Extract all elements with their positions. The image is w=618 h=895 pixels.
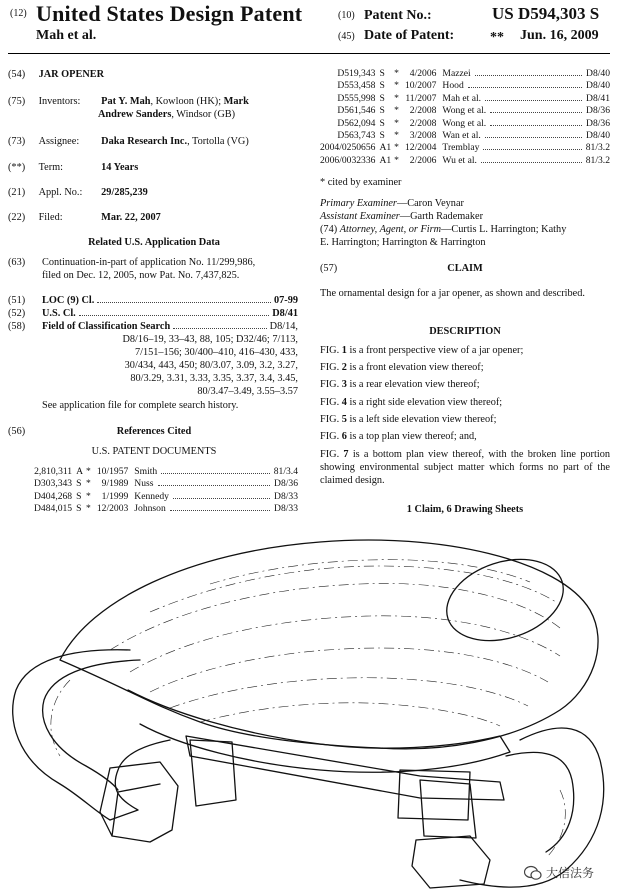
assistant-examiner: —Garth Rademaker: [399, 211, 483, 222]
attorney-line-1: —Curtis L. Harrington; Kathy: [441, 224, 567, 235]
inner-post: [190, 740, 236, 806]
left-ref-row: [34, 466, 298, 478]
primary-examiner: —Caron Veynar: [396, 198, 464, 209]
fig-number: 4: [341, 396, 347, 408]
claim-text: The ornamental design for a jar opener, as shown and described.: [320, 288, 585, 299]
contour-1: [110, 583, 560, 650]
left-strap-inner: [43, 660, 140, 790]
claim-heading: CLAIM: [447, 263, 483, 274]
term-label: Term:: [38, 162, 64, 173]
claims-sheets: 1 Claim, 6 Drawing Sheets: [406, 504, 524, 515]
left-ref-row: [34, 478, 298, 490]
fig-text: is a left side elevation view thereof;: [346, 413, 497, 425]
watermark-text: 大信法务: [545, 866, 594, 880]
inventors-label: Inventors:: [38, 96, 81, 107]
patent-number: US D594,303 S: [492, 4, 600, 23]
cont-code: (63): [8, 257, 26, 268]
ref-class: D8/40: [586, 130, 610, 142]
left-strap: [13, 650, 170, 820]
ref-kind: A1: [379, 142, 392, 154]
ref-name: Kennedy: [134, 491, 273, 503]
contour-3: [150, 648, 548, 692]
cont-line-1: Continuation-in-part of application No. 11/299,986,: [42, 257, 256, 268]
left-ref-row: [34, 491, 298, 503]
ref-number: 2006/0032336: [320, 154, 376, 166]
ref-star: *: [86, 478, 91, 490]
contour-5: [200, 703, 500, 726]
claim-code: (57): [320, 263, 338, 274]
ref-name: Smith: [134, 466, 273, 478]
ref-class: D8/36: [586, 105, 610, 117]
ref-kind: S: [379, 92, 385, 104]
ref-class: D8/33: [274, 490, 298, 502]
fig-prefix: FIG.: [320, 431, 342, 443]
date-label: Date of Patent:: [364, 28, 455, 43]
field-line-3: 30/434, 443, 450; 80/3.07, 3.09, 3.2, 3.27,: [124, 360, 298, 371]
right-ref-row: [320, 80, 610, 92]
right-ref-row: [320, 105, 610, 117]
filed-code: (22): [8, 212, 26, 223]
dome-skirt: [128, 690, 510, 772]
ref-date: 12/2003: [96, 503, 129, 515]
patent-no-label: Patent No.:: [364, 8, 432, 23]
left-foot-edge: [112, 784, 160, 836]
ref-name: Wu et al.: [442, 155, 585, 167]
appl-code: (21): [8, 187, 26, 198]
ref-number: D484,015: [34, 503, 73, 515]
loc-code: (51): [8, 295, 26, 306]
code-10: (10): [338, 10, 355, 21]
left-foot: [100, 762, 178, 842]
title-code: (54): [8, 69, 26, 80]
assignee-name: Daka Research Inc.: [101, 136, 188, 147]
ref-number: D555,998: [337, 92, 376, 104]
ref-date: 4/2006: [409, 68, 437, 79]
inventor-2-location: , Windsor (GB): [171, 109, 236, 120]
ref-name: Wong et al.: [442, 118, 585, 130]
ref-name: Mah et al.: [442, 93, 585, 105]
right-post: [420, 780, 476, 838]
document-title: United States Design Patent: [36, 1, 303, 26]
right-refs-table: [320, 68, 610, 167]
fig-number: 5: [341, 413, 347, 425]
left-refs-table: [34, 466, 298, 516]
ref-star: *: [394, 142, 399, 154]
fig-prefix: FIG.: [320, 379, 342, 391]
ref-name: Hood: [442, 80, 585, 92]
related-heading: Related U.S. Application Data: [88, 237, 220, 248]
code-45: (45): [338, 31, 355, 42]
ref-number: 2004/0250656: [320, 142, 376, 154]
ref-kind: S: [379, 105, 385, 117]
fig-description: [320, 413, 610, 426]
right-ref-row: [320, 142, 610, 154]
ref-class: D8/40: [586, 68, 610, 79]
fig-number: 2: [341, 362, 347, 374]
ref-name: Mazzei: [442, 68, 585, 80]
contour-6: [150, 566, 556, 612]
ref-number: D561,546: [337, 105, 376, 117]
ref-star: *: [394, 130, 399, 142]
fig-description: [320, 378, 610, 391]
ref-star: *: [394, 92, 399, 104]
dome-outline: [60, 540, 598, 749]
assistant-examiner-label: Assistant Examiner: [320, 211, 400, 222]
ref-date: 1/1999: [101, 490, 129, 502]
ref-number: D303,343: [34, 478, 73, 490]
contour-7: [210, 560, 530, 584]
ref-date: 2/2008: [409, 117, 437, 129]
assignee-label: Assignee:: [38, 136, 80, 147]
filed-date: Mar. 22, 2007: [101, 212, 161, 223]
fig-text: is a top plan view thereof; and,: [346, 431, 477, 443]
ref-kind: S: [379, 68, 385, 79]
fig-description: [320, 361, 610, 374]
attorney-label: Attorney, Agent, or Firm: [339, 224, 442, 235]
ref-star: *: [86, 466, 91, 477]
fig-description: [320, 430, 610, 443]
ref-class: D8/36: [274, 478, 298, 490]
fig-text: is a rear elevation view thereof;: [346, 379, 480, 391]
refs-heading: References Cited: [116, 426, 192, 437]
ref-number: D562,094: [337, 117, 376, 129]
patent-date: Jun. 16, 2009: [520, 28, 599, 43]
ref-number: 2,810,311: [34, 466, 73, 477]
ref-date: 2/2006: [409, 154, 437, 166]
inventor-2-first-name: Mark: [223, 96, 249, 107]
inventors-short: Mah et al.: [36, 28, 97, 43]
ref-name: Wan et al.: [442, 130, 585, 142]
ref-name: Wong et al.: [442, 105, 585, 117]
inventor-1-name: Pat Y. Mah: [101, 96, 151, 107]
ref-number: D563,743: [337, 130, 376, 142]
term-code: (**): [8, 162, 26, 173]
ref-number: D553,458: [337, 80, 376, 92]
date-marker: **: [490, 30, 504, 45]
assignee-location: , Tortolla (VG): [187, 136, 249, 147]
field-code: (58): [8, 321, 26, 332]
fig-prefix: FIG.: [320, 362, 342, 374]
ref-class: D8/40: [586, 80, 610, 92]
fig-prefix: FIG.: [320, 396, 342, 408]
assignee-code: (73): [8, 136, 26, 147]
filed-label: Filed:: [38, 212, 63, 223]
left-ref-row: [34, 503, 298, 515]
inventor-1-location: , Kowloon (HK);: [150, 96, 224, 107]
fig-description: [320, 344, 610, 357]
ref-kind: S: [76, 490, 82, 502]
description-heading: DESCRIPTION: [429, 326, 501, 337]
ref-date: 9/1989: [101, 478, 129, 490]
ref-star: *: [394, 105, 399, 117]
right-ref-row: [320, 93, 610, 105]
ref-date: 11/2007: [405, 92, 437, 104]
refs-code: (56): [8, 426, 26, 437]
fig-text: is a front perspective view of a jar opener;: [346, 345, 524, 356]
ref-date: 12/2004: [404, 142, 437, 154]
field-line-1: D8/16–19, 33–43, 88, 105; D32/46; 7/113,: [122, 334, 298, 345]
primary-examiner-label: Primary Examiner: [320, 198, 397, 209]
ref-star: *: [394, 117, 399, 129]
ref-date: 10/2007: [404, 80, 437, 92]
loc-value: 07-99: [273, 295, 298, 306]
contour-8: [51, 680, 70, 756]
ref-kind: A1: [379, 154, 392, 166]
fig-text: is a front elevation view thereof;: [346, 362, 484, 374]
inventor-2-last-name: Andrew Sanders: [98, 109, 172, 120]
cited-by-examiner: * cited by examiner: [320, 177, 402, 188]
ref-date: 10/1957: [96, 466, 129, 477]
ref-kind: S: [379, 130, 385, 142]
ref-star: *: [394, 154, 399, 166]
ref-kind: S: [76, 478, 82, 490]
right-ref-row: [320, 68, 610, 80]
ref-star: *: [86, 503, 91, 515]
invention-title: JAR OPENER: [38, 69, 105, 80]
loc-label: LOC (9) Cl.: [42, 295, 95, 306]
appl-label: Appl. No.:: [38, 187, 83, 198]
ref-kind: A: [76, 466, 84, 477]
code-12: (12): [10, 8, 27, 19]
fig-7-text: is a bottom plan view thereof, with the broken line portion showing environmental subject matter which forms no part of the claimed design.: [320, 449, 610, 487]
attorney-line-2: E. Harrington; Harrington & Harrington: [320, 237, 486, 248]
us-docs-heading: U.S. PATENT DOCUMENTS: [91, 446, 217, 457]
ref-class: D8/33: [274, 503, 298, 515]
fig-7-prefix: FIG.: [320, 449, 344, 460]
loc-leader: [97, 302, 271, 303]
right-strap-inner: [506, 752, 574, 852]
term-value: 14 Years: [101, 162, 139, 173]
inventors-code: (75): [8, 96, 26, 107]
fig-number: 6: [341, 431, 347, 443]
appl-number: 29/285,239: [101, 187, 148, 198]
chat-icon: [524, 865, 542, 881]
field-line-5: 80/3.47–3.49, 3.55–3.57: [197, 386, 298, 397]
uscl-value: D8/41: [272, 308, 298, 319]
fig-7-description: [320, 448, 610, 488]
fig-prefix: FIG.: [320, 413, 342, 425]
fig-prefix: FIG.: [320, 345, 342, 356]
watermark: [524, 864, 594, 881]
jar-opener-drawing: [0, 520, 618, 895]
ref-name: Johnson: [134, 503, 273, 515]
contour-9: [548, 790, 565, 856]
ref-star: *: [394, 68, 399, 79]
uscl-code: (52): [8, 308, 26, 319]
contour-2: [130, 616, 560, 672]
ref-class: 81/3.2: [585, 154, 610, 166]
ref-star: *: [86, 490, 91, 502]
fig-number: 3: [341, 379, 347, 391]
right-ref-row: [320, 155, 610, 167]
field-leader: [173, 328, 266, 329]
fig-description: [320, 396, 610, 409]
ref-kind: S: [379, 117, 385, 129]
ref-kind: S: [76, 503, 82, 515]
attorney-code: (74): [320, 224, 338, 235]
ref-name: Tremblay: [442, 142, 585, 154]
uscl-label: U.S. Cl.: [42, 308, 76, 319]
field-line-4: 80/3.29, 3.31, 3.33, 3.35, 3.37, 3.4, 3.45,: [130, 373, 298, 384]
figure-list: [320, 344, 610, 447]
right-ref-row: [320, 130, 610, 142]
header-rule: [8, 53, 610, 54]
uscl-leader: [79, 315, 269, 316]
field-line-2: 7/151–156; 30/400–410, 416–430, 433,: [134, 347, 298, 358]
right-ref-row: [320, 118, 610, 130]
right-foot: [412, 836, 490, 888]
ref-name: Nuss: [134, 478, 273, 490]
ref-class: D8/36: [586, 117, 610, 129]
ref-number: D404,268: [34, 490, 73, 502]
field-label: Field of Classification Search: [42, 321, 171, 332]
ref-number: D519,343: [337, 68, 376, 79]
ref-star: *: [394, 80, 399, 92]
ref-class: D8/41: [586, 92, 610, 104]
cont-line-2: filed on Dec. 12, 2005, now Pat. No. 7,437,825.: [42, 270, 240, 281]
fig-7-number: 7: [343, 449, 349, 460]
contour-4: [170, 678, 528, 708]
fig-text: is a right side elevation view thereof;: [346, 396, 503, 408]
see-application: See application file for complete search history.: [42, 400, 239, 411]
ref-class: 81/3.4: [273, 466, 298, 477]
ref-class: 81/3.2: [585, 142, 610, 154]
ref-kind: S: [379, 80, 385, 92]
fig-number: 1: [341, 345, 347, 356]
field-first: D8/14,: [269, 321, 298, 332]
ref-date: 3/2008: [409, 130, 437, 142]
ref-date: 2/2008: [409, 105, 437, 117]
